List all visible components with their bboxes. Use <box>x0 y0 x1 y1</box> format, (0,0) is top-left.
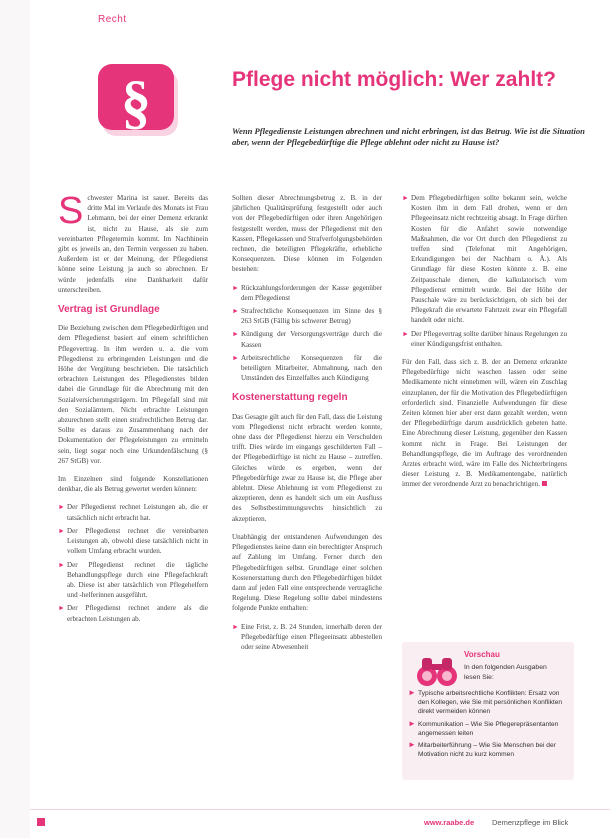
bullet-icon: ► <box>232 307 239 316</box>
list-item: ► Der Pflegedienst rechnet Leistungen ab, die er tatsächlich nicht erbracht hat. <box>58 503 208 522</box>
paragraph-kosten-2: Unabhängig der entstandenen Aufwendungen des Pflegedienstes keine dann ein berechtigter Anspruch auf Zahlung im Umfang. Ferner durch den Pflegebedürftigen selbst. Grundlage einer solchen Kostenerstattung durch den Pflegebedürftigen bildet dann auf jeden Fall eine entsprechende vertragliche Regelung. Diese Regelung sollte dabei mindestens folgende Punkte enthalten: <box>232 532 382 613</box>
preview-box <box>402 642 574 780</box>
page-marker-icon <box>37 818 45 826</box>
section-label: Recht <box>98 14 127 25</box>
list-item: ► Der Pflegedienst rechnet die vereinbarten Leistungen ab, obwohl diese tatsächlich nicht in vollem Umfang erbracht wurden. <box>58 526 208 556</box>
preview-title: Vorschau <box>464 650 500 659</box>
intro-paragraph <box>58 190 208 295</box>
list-item: ► Typische arbeitsrechtliche Konflikten: Ersatz von den Kollegen, wie Sie mit persönlichen Konflikten direkt vermeiden können <box>408 688 563 716</box>
article-title: Pflege nicht möglich: Wer zahlt? <box>232 68 556 91</box>
bullet-icon: ► <box>58 560 65 569</box>
list-item: ► Mitarbeiterführung – Wie Sie Menschen bei der Motivation nicht zu kurz kommen <box>408 740 556 759</box>
list-item: ► Der Pflegedienst rechnet andere als die erbrachten Leistungen ab. <box>58 604 208 623</box>
bullet-icon: ► <box>232 622 239 631</box>
preview-list <box>408 689 568 762</box>
paragraph-final: Für den Fall, dass sich z. B. der an Demenz erkrankte Pflegebedürftige nicht waschen lassen oder seine Medikamente nicht einnehmen will, wären ein Zuschlag einzuplanen, der für die Motivation des Pflegebedürftigen erforderlich sind. Finanzielle Aufwendungen für diese Zeiten können hier aber erst dann gezahlt werden, wenn der Pflegebedürftige darum ausdrücklich gebeten hatte. Eine Abrechnung dieser Leistung, gegenüber den Kassen kommt nicht in Frage. Bei Leistungen der Behandlungspflege, die im Auftrage des verordnenden Arztes erbracht wird, wäre im Falle des Nichterbringens dieser Leistung z. B. Medikamentengabe, natürlich immer der verordnende Arzt zu benachrichtigen. <box>402 358 567 489</box>
column-3 <box>402 193 567 498</box>
paragraph-konstellationen: Im Einzelnen sind folgende Konstellationen denkbar, die als Betrug gewertet werden können: <box>58 475 208 494</box>
footer-website: www.raabe.de <box>424 818 475 827</box>
intro-text: chwester Marina ist sauer. Bereits das dritte Mal im Verlaufe des Monats ist Frau Lehmann, bei der einer Demenz erkrankt ist, nicht zu Hause, als sie zum vereinbarten Pflegetermin kommt. Im Nachhinein gibt es jeweils an, den Termin vergessen zu haben. Außerdem ist er der Meinung, der Pflegedienst könne seine Leistung ja auch so abrechnen. Er würde jedenfalls eine Dankbarkeit dafür unterschreiben. <box>58 194 208 294</box>
bullet-icon: ► <box>408 740 416 750</box>
bullet-icon: ► <box>402 329 409 338</box>
column-2 <box>232 193 382 660</box>
bullet-icon: ► <box>232 330 239 339</box>
paragraph-vertrag: Die Beziehung zwischen dem Pflegebedürftigen und dem Pflegedienst basiert auf einem schriftlichen Pflegevertrag. In ihm werden u. a. die vom Pflegedienst zu erbringenden Leistungen und die Höhe der Vergütung beschrieben. Die tatsächlich erbrachten Leistungen des Pflegedienstes bilden dabei die Grundlage für die Abrechnung mit den Sozialversicherungsträgern. Im Pflegefall sind mit den Sozialämtern. Nicht erbrachte Leistungen abzurechnen stellt einen strafrechtlichen Betrug dar. Sollte es daraus zu Zusammenhang nach der Dokumentation der Pflegeleistungen zu ermitteln sein, liegt sogar noch eine Urkundenfälschung (§ 267 StGB) vor. <box>58 324 208 465</box>
list-item: ► Der Pflegevertrag sollte darüber hinaus Regelungen zu einer Kündigungsfrist enthalten. <box>402 329 567 348</box>
page-margin-band <box>0 0 30 838</box>
list-item: ► Rückzahlungsforderungen der Kasse gegenüber dem Pflegedienst <box>232 283 382 302</box>
binoculars-icon <box>416 654 458 690</box>
bullet-icon: ► <box>58 526 65 535</box>
paragraph-kosten-1: Das Gesagte gilt auch für den Fall, dass die Leistung vom Pflegedienst nicht erbracht werden konnte, ohne dass der Pflegedienst hierzu ein Verschulden trifft. Dies würde im eingangs geschilderten Fall – der Pflegebedürftige ist nicht zu Hause – zutreffen. Gleiches würde es ergeben, wenn der Pflegebedürftige zwar zu Hause ist, die Pflege aber ablehnt. Diese Ablehnung ist vom Pflegedienst zu akzeptieren, denn es handelt sich um ein Ausfluss des Selbstbestimmungsrechts hinsichtlich zu akzeptieren. <box>232 412 382 523</box>
bullet-list-betrug <box>58 502 208 623</box>
end-mark-icon <box>542 481 547 486</box>
svg-text:§: § <box>121 69 151 135</box>
bullet-list-konsequenzen <box>232 283 382 384</box>
bullet-icon: ► <box>402 194 409 202</box>
bullet-list-regelung <box>232 622 382 653</box>
list-item: ► Dem Pflegebedürftigen sollte bekannt sein, welche Kosten ihm in dem Fall drohen, wenn er den Pflegeeinsatz nicht rechtzeitig absagt. In Frage dürften Kosten für die Anfahrt sowie notwendige Maßnahmen, die vor Ort durch den Pflegedienst zu treffen sind (Telefonat mit Angehörigen, Erkundigungen bei der Nachbarn o. Ä.). Als Grundlage für diese Kosten könnte z. B. eine Zeitpauschale dienen, die kalkulatorisch vom Pflegedienst ermittelt wurde. Bei der Höhe der Pauschale wäre zu berücksichtigen, ob sich bei der Pflegekraft die erwartete Fahrtzeit zwar ein Pflegefall handelt oder nicht. <box>402 194 567 325</box>
preview-subtitle: In den folgenden Ausgaben lesen Sie: <box>464 664 547 681</box>
list-item: ► Der Pflegedienst rechnet die tägliche Behandlungspflege durch eine Pflegefachkraft ab. Diese ist aber tatsächlich von Pflegehelfern und -helferinnen ausgeführt. <box>58 560 208 600</box>
bullet-icon: ► <box>232 283 239 292</box>
bullet-icon: ► <box>58 503 65 512</box>
bullet-list-kosten <box>402 193 567 349</box>
drop-cap: S <box>58 190 84 232</box>
list-item: ► Kommunikation – Wie Sie Pflegerepräsentanten angemessen leiten <box>408 718 559 737</box>
article-lead: Wenn Pflegedienste Leistungen abrechnen und nicht erbringen, ist das Betrug. Wie ist die Situation aber, wenn der Pflegebedürftige die Pflege ablehnt oder nicht zu Hause ist? <box>232 126 585 147</box>
paragraph-abrechnungsbetrug: Sollten dieser Abrechnungsbetrug z. B. in der jährlichen Qualitätsprüfung festgestellt oder auch von der Pflegebedürftigen oder ihren Angehörigen festgestellt werden, muss der Pflegedienst mit den Kassen, Pflegekassen und Strafverfolgungsbehörden rechnen, die beteiligten Pflegekräfte, erhebliche Konsequenzen. Diese können im Folgenden bestehen: <box>232 194 382 274</box>
heading-kostenerstattung: Kostenerstattung regeln <box>232 392 348 404</box>
list-item: ► Eine Frist, z. B. 24 Stunden, innerhalb deren der Pflegebedürftige einen Pflegeeinsatz abbestellen oder seine Abwesenheit <box>232 622 382 651</box>
footer-publication: Demenzpflege im Blick <box>492 818 569 827</box>
heading-vertrag: Vertrag ist Grundlage <box>58 304 160 316</box>
list-item: ► Arbeitsrechtliche Konsequenzen für die beteiligten Mitarbeiter, Abmahnung, nach den Umständen des Einzelfalles auch Kündigung <box>232 353 382 383</box>
bullet-icon: ► <box>58 604 65 613</box>
bullet-icon: ► <box>408 718 416 728</box>
footer-divider <box>30 809 610 810</box>
bullet-icon: ► <box>408 688 416 697</box>
list-item: ► Kündigung der Versorgungsverträge durch die Kassen <box>232 330 382 349</box>
bullet-icon: ► <box>232 353 239 362</box>
column-1 <box>58 190 208 632</box>
list-item: ► Strafrechtliche Konsequenzen im Sinne des § 263 StGB (Fällig bis schwerer Betrug) <box>232 307 382 326</box>
paragraph-sign-icon <box>98 62 182 140</box>
